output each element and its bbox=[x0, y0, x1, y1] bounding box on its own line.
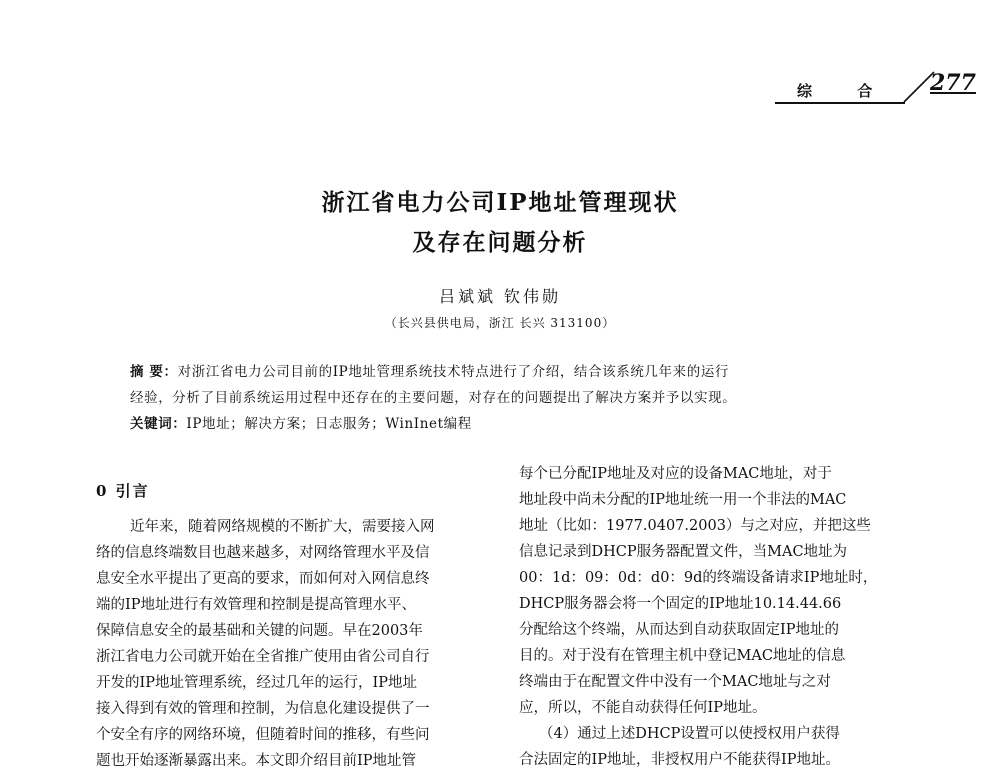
keywords-label: 关键词： bbox=[130, 416, 187, 432]
body-line: 每个已分配IP地址及对应的设备MAC地址，对于 bbox=[519, 466, 832, 482]
abstract-line: 经验，分析了目前系统运用过程中还存在的主要问题，对存在的问题提出了解决方案并予以实现。 bbox=[130, 390, 737, 406]
section-heading: 0 引言 bbox=[96, 482, 150, 500]
body-line: 接入得到有效的管理和控制，为信息化建设提供了一 bbox=[96, 701, 430, 717]
abstract-line bbox=[130, 362, 890, 382]
body-line: 合法固定的IP地址，非授权用户不能获得IP地址。 bbox=[519, 752, 840, 768]
body-line: 题也开始逐渐暴露出来。本文即介绍目前IP地址管 bbox=[96, 753, 416, 769]
header-rule bbox=[775, 102, 905, 104]
abstract-label: 摘 要： bbox=[130, 364, 178, 380]
body-line: 终端由于在配置文件中没有一个MAC地址与之对 bbox=[519, 674, 831, 690]
keywords-line bbox=[130, 414, 890, 434]
body-line: 息安全水平提出了更高的要求，而如何对入网信息终 bbox=[96, 571, 430, 587]
title-line-2: 及存在问题分析 bbox=[412, 229, 588, 256]
body-line: 保障信息安全的最基础和关键的问题。早在2003年 bbox=[96, 623, 423, 639]
body-line: DHCP服务器会将一个固定的IP地址10.14.44.66 bbox=[519, 596, 842, 612]
abstract-text: 对浙江省电力公司目前的IP地址管理系统技术特点进行了介绍，结合该系统几年来的运行 bbox=[177, 364, 730, 380]
section-label: 综 合 bbox=[797, 82, 893, 100]
body-line: 信息记录到DHCP服务器配置文件，当MAC地址为 bbox=[519, 544, 848, 560]
running-header bbox=[0, 0, 1000, 110]
body-line: 地址（比如：1977.0407.2003）与之对应，并把这些 bbox=[519, 518, 871, 534]
body-line: 近年来，随着网络规模的不断扩大，需要接入网 bbox=[130, 519, 435, 535]
body-line: 应，所以，不能自动获得任何IP地址。 bbox=[519, 700, 767, 716]
body-line: 端的IP地址进行有效管理和控制是提高管理水平、 bbox=[96, 597, 416, 613]
body-line: 分配给这个终端，从而达到自动获取固定IP地址的 bbox=[519, 622, 839, 638]
affiliation: （长兴县供电局，浙江 长兴 313100） bbox=[384, 316, 616, 330]
body-line: 目的。对于没有在管理主机中登记MAC地址的信息 bbox=[519, 648, 846, 664]
authors: 吕斌斌 钦伟勋 bbox=[438, 287, 562, 306]
keywords-text: IP地址；解决方案；日志服务；WinInet编程 bbox=[186, 416, 472, 432]
page-number: 277 bbox=[930, 70, 976, 96]
body-line: 00：1d：09：0d：d0：9d的终端设备请求IP地址时， bbox=[519, 570, 878, 586]
body-line: （4）通过上述DHCP设置可以使授权用户获得 bbox=[539, 726, 840, 742]
body-line: 浙江省电力公司就开始在全省推广使用由省公司自行 bbox=[96, 649, 430, 665]
body-line: 开发的IP地址管理系统，经过几年的运行，IP地址 bbox=[96, 675, 417, 691]
body-line: 个安全有序的网络环境，但随着时间的推移，有些问 bbox=[96, 727, 430, 743]
title-line-1: 浙江省电力公司IP地址管理现状 bbox=[321, 189, 679, 216]
body-line: 地址段中尚未分配的IP地址统一用一个非法的MAC bbox=[519, 492, 847, 508]
body-line: 络的信息终端数目也越来越多，对网络管理水平及信 bbox=[96, 545, 430, 561]
